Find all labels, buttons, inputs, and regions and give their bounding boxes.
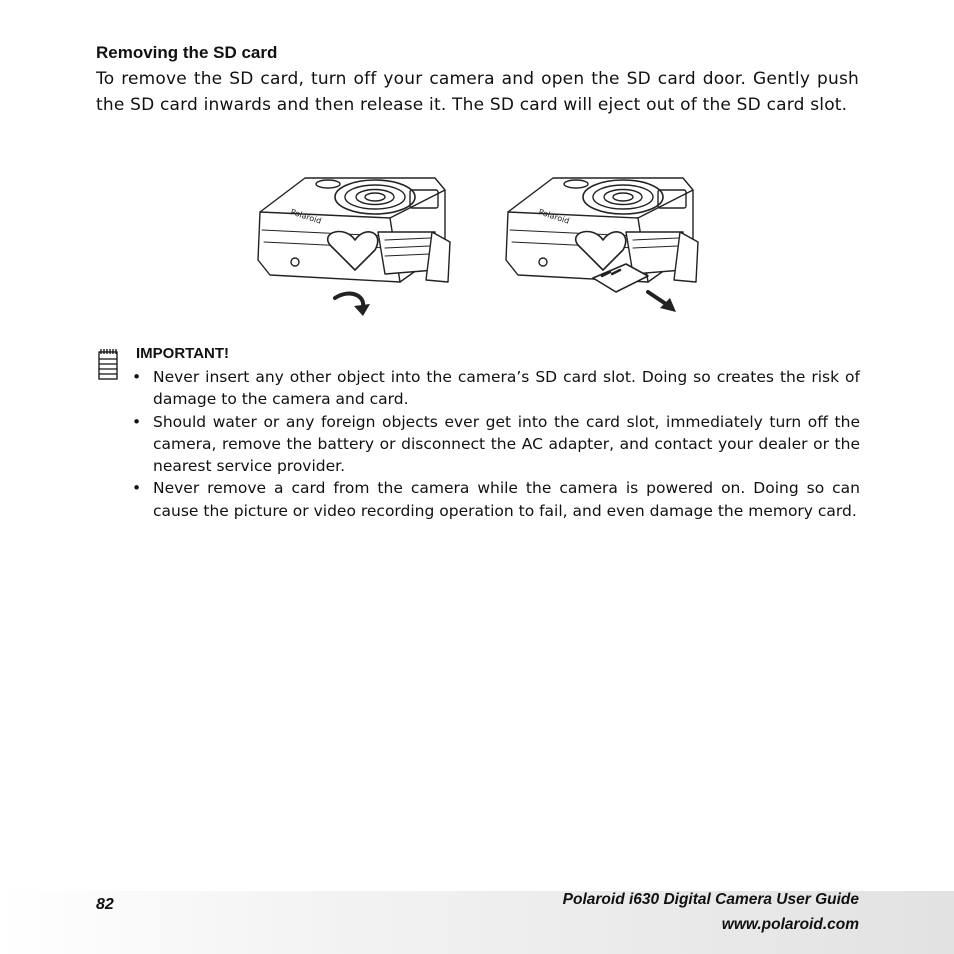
left-camera-brand: Polaroid: [289, 207, 323, 226]
page-number: 82: [96, 896, 114, 913]
card-ejecting-illustration: [506, 178, 698, 312]
right-camera-brand: Polaroid: [537, 207, 571, 226]
guide-url: www.polaroid.com: [721, 916, 859, 933]
bullet-icon: •: [132, 479, 142, 498]
bullet-icon: •: [132, 368, 142, 386]
bullet-icon: •: [132, 412, 142, 431]
bullet-text: Should water or any foreign objects ever get into the card slot, immediately turn off the camera, remove the battery or disconnect the AC adapter, and contact your dealer or the nearest service provider.: [153, 412, 860, 476]
important-label: IMPORTANT!: [136, 345, 230, 362]
bullet-text: Never remove a card from the camera while the camera is powered on. Doing so can cause the picture or video recording operation to fail, and even damage the memory card.: [153, 479, 860, 520]
important-list: [130, 366, 860, 522]
guide-title: Polaroid i630 Digital Camera User Guide: [562, 891, 859, 908]
sd-card-removal-illustration: [250, 170, 700, 320]
notepad-icon: [97, 348, 119, 380]
camera-door-open-illustration: [258, 178, 450, 316]
section-heading: Removing the SD card: [96, 43, 278, 62]
bullet-text: Never insert any other object into the camera’s SD card slot. Doing so creates the risk of damage to the camera and card.: [153, 368, 860, 409]
intro-paragraph: To remove the SD card, turn off your camera and open the SD card door. Gently push the SD card inwards and then release it. The SD card will eject out of the SD card slot.: [96, 69, 859, 115]
list-item: [130, 411, 860, 478]
camera-illustrations: [250, 170, 700, 320]
list-item: [130, 477, 860, 522]
list-item: [130, 366, 860, 411]
